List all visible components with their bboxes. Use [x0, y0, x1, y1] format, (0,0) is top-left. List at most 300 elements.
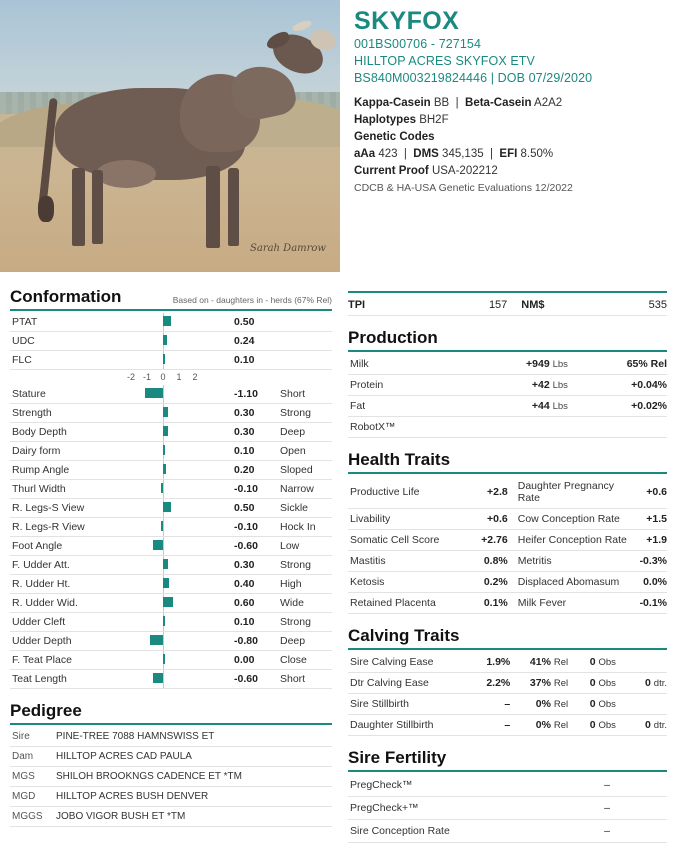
conformation-section-header [10, 287, 332, 307]
fertility-table [348, 774, 667, 843]
calving-observations: 0 Obs [568, 652, 616, 673]
zero-axis [163, 537, 164, 555]
calving-obs-unit: Obs [598, 699, 616, 710]
registration-number: 001BS00706 - 727154 [354, 37, 482, 52]
health-value-right: +1.9 [632, 530, 667, 551]
conformation-row [10, 423, 332, 442]
health-row [348, 593, 667, 614]
fertility-value: – [547, 774, 667, 797]
production-row [348, 354, 667, 375]
trait-descriptor: Strong [274, 404, 332, 423]
production-reliability [568, 417, 667, 438]
trait-bar [161, 521, 163, 531]
calving-row [348, 715, 667, 736]
trait-bar [163, 616, 165, 626]
conformation-row [10, 442, 332, 461]
scale-tick: 1 [176, 371, 182, 382]
production-unit: Lbs [552, 401, 568, 412]
fertility-trait: Sire Conception Rate [348, 820, 547, 843]
scale-spacer [10, 370, 98, 385]
trait-bar-cell [98, 556, 228, 575]
calving-rel-unit: Rel [553, 720, 569, 731]
health-row [348, 551, 667, 572]
health-trait-right: Daughter Pregnancy Rate [518, 476, 632, 509]
conformation-title: Conformation [10, 287, 122, 306]
conformation-row [10, 385, 332, 404]
conformation-row [10, 651, 332, 670]
tpi-label: TPI [348, 295, 408, 316]
production-trait: Milk [348, 354, 465, 375]
content-columns [0, 275, 677, 843]
trait-value: 0.30 [228, 423, 274, 442]
fertility-row [348, 820, 667, 843]
conformation-row [10, 670, 332, 689]
calving-rel-unit: Rel [553, 678, 569, 689]
trait-descriptor: Wide [274, 594, 332, 613]
calving-value: – [476, 694, 521, 715]
calving-dtr-unit: dtr. [653, 678, 667, 689]
zero-axis [163, 385, 164, 403]
health-row [348, 509, 667, 530]
bull-underline [96, 160, 156, 188]
trait-name: Udder Depth [10, 632, 98, 651]
trait-value: -0.10 [228, 480, 274, 499]
trait-descriptor: Close [274, 651, 332, 670]
health-trait-left: Productive Life [348, 476, 481, 509]
trait-bar [163, 502, 171, 512]
conformation-row [10, 613, 332, 632]
fertility-row [348, 774, 667, 797]
trait-name: FLC [10, 351, 98, 370]
pedigree-title: Pedigree [10, 701, 82, 720]
kappa-casein-value: BB [433, 97, 450, 110]
production-reliability: 65% Rel [568, 354, 667, 375]
bull-name: SKYFOX [354, 7, 460, 35]
trait-descriptor: Strong [274, 556, 332, 575]
trait-value: -0.60 [228, 537, 274, 556]
conformation-based-on: Based on - daughters in - herds (67% Rel) [172, 295, 332, 305]
production-unit: Lbs [552, 359, 568, 370]
trait-bar [163, 654, 165, 664]
indexes-rule-top [348, 291, 667, 293]
production-value: +949 Lbs [465, 354, 568, 375]
left-column [0, 275, 340, 843]
health-trait-left: Mastitis [348, 551, 481, 572]
calving-daughters [616, 694, 667, 715]
conformation-row [10, 351, 332, 370]
header-info [340, 0, 677, 275]
trait-descriptor: High [274, 575, 332, 594]
health-trait-right: Metritis [518, 551, 632, 572]
trait-descriptor: Short [274, 670, 332, 689]
aaa-value: 423 [378, 148, 398, 161]
trait-bar-cell [98, 423, 228, 442]
production-table [348, 354, 667, 438]
fertility-value: – [547, 797, 667, 820]
scale-marks [98, 372, 228, 384]
evaluation-note: CDCB & HA-USA Genetic Evaluations 12/2022 [354, 182, 573, 195]
trait-descriptor: Strong [274, 613, 332, 632]
haplotypes-label: Haplotypes [354, 114, 416, 127]
indexes-table [348, 295, 667, 316]
calving-reliability: 0% Rel [520, 694, 568, 715]
trait-value: 0.24 [228, 332, 274, 351]
trait-value: 0.60 [228, 594, 274, 613]
trait-bar [153, 673, 163, 683]
health-table [348, 476, 667, 614]
calving-reliability: 0% Rel [520, 715, 568, 736]
conformation-row [10, 594, 332, 613]
trait-value: 0.20 [228, 461, 274, 480]
production-row [348, 396, 667, 417]
current-proof-row [354, 165, 667, 177]
trait-bar-cell [98, 442, 228, 461]
pedigree-animal-name: JOBO VIGOR BUSH ET *TM [56, 807, 332, 827]
calving-daughters: 0 dtr. [616, 673, 667, 694]
fertility-row [348, 797, 667, 820]
trait-name: R. Udder Wid. [10, 594, 98, 613]
calving-observations: 0 Obs [568, 715, 616, 736]
calving-observations: 0 Obs [568, 694, 616, 715]
production-unit: Lbs [552, 380, 568, 391]
trait-value: 0.40 [228, 575, 274, 594]
trait-bar-cell [98, 332, 228, 351]
production-row [348, 417, 667, 438]
conformation-row [10, 537, 332, 556]
pedigree-table [10, 727, 332, 827]
trait-bar-cell [98, 461, 228, 480]
trait-bar [163, 426, 168, 436]
pedigree-relation: Dam [10, 747, 56, 767]
health-value-right: +1.5 [632, 509, 667, 530]
conformation-row [10, 556, 332, 575]
production-reliability: +0.02% [568, 396, 667, 417]
trait-value: 0.00 [228, 651, 274, 670]
health-trait-right: Milk Fever [518, 593, 632, 614]
health-value-left: +2.8 [481, 476, 518, 509]
calving-observations: 0 Obs [568, 673, 616, 694]
production-trait: RobotX™ [348, 417, 465, 438]
trait-descriptor [274, 351, 332, 370]
trait-bar [163, 464, 166, 474]
efi-label: EFI [499, 148, 518, 161]
trait-name: R. Legs-S View [10, 499, 98, 518]
trait-value: -0.60 [228, 670, 274, 689]
trait-value: 0.10 [228, 351, 274, 370]
genetic-codes-row [354, 131, 667, 143]
pedigree-animal-name: SHILOH BROOKNGS CADENCE ET *TM [56, 767, 332, 787]
beta-casein-label: Beta-Casein [465, 97, 532, 110]
pedigree-row [10, 767, 332, 787]
trait-bar [163, 578, 169, 588]
aaa-label: aAa [354, 148, 376, 161]
bull-leg-rear-right [92, 170, 103, 244]
photographer-signature: Sarah Damrow [250, 243, 326, 254]
trait-descriptor: Open [274, 442, 332, 461]
nm-value: 535 [603, 295, 667, 316]
scale-tick: -2 [126, 371, 136, 382]
calving-dtr-unit: dtr. [653, 720, 667, 731]
zero-axis [163, 632, 164, 650]
fertility-value: – [547, 820, 667, 843]
calving-reliability: 41% Rel [520, 652, 568, 673]
pedigree-relation: MGS [10, 767, 56, 787]
health-trait-left: Livability [348, 509, 481, 530]
conformation-row [10, 499, 332, 518]
trait-value: 0.30 [228, 404, 274, 423]
trait-descriptor: Short [274, 385, 332, 404]
pedigree-relation: MGGS [10, 807, 56, 827]
trait-descriptor: Sickle [274, 499, 332, 518]
trait-bar [150, 635, 163, 645]
calving-rel-unit: Rel [553, 699, 569, 710]
farm-name: HILLTOP ACRES SKYFOX ETV [354, 54, 535, 69]
dms-value: 345,135 [442, 148, 484, 161]
health-trait-left: Ketosis [348, 572, 481, 593]
conformation-row [10, 518, 332, 537]
trait-value: 0.10 [228, 613, 274, 632]
pedigree-row [10, 747, 332, 767]
conformation-composites-table [10, 313, 332, 370]
trait-name: Dairy form [10, 442, 98, 461]
calving-daughters: 0 dtr. [616, 715, 667, 736]
trait-name: Strength [10, 404, 98, 423]
calving-row [348, 652, 667, 673]
health-trait-right: Displaced Abomasum [518, 572, 632, 593]
trait-bar [153, 540, 163, 550]
health-row [348, 530, 667, 551]
pedigree-rule [10, 723, 332, 725]
production-value: +44 Lbs [465, 396, 568, 417]
calving-daughters [616, 652, 667, 673]
trait-value: 0.50 [228, 313, 274, 332]
trait-name: Rump Angle [10, 461, 98, 480]
attributes-block [354, 97, 667, 194]
trait-bar-cell [98, 351, 228, 370]
production-rule [348, 350, 667, 352]
trait-descriptor: Deep [274, 632, 332, 651]
trait-bar-cell [98, 594, 228, 613]
conformation-row [10, 332, 332, 351]
health-value-left: 0.1% [481, 593, 518, 614]
trait-name: UDC [10, 332, 98, 351]
trait-name: Body Depth [10, 423, 98, 442]
tpi-value: 157 [408, 295, 521, 316]
trait-bar [161, 483, 163, 493]
health-value-right: -0.1% [632, 593, 667, 614]
pedigree-animal-name: HILLTOP ACRES BUSH DENVER [56, 787, 332, 807]
pedigree-row [10, 807, 332, 827]
current-proof-value: USA-202212 [431, 165, 498, 178]
health-row [348, 572, 667, 593]
conformation-row [10, 461, 332, 480]
calving-obs-unit: Obs [598, 720, 616, 731]
trait-bar-cell [98, 537, 228, 556]
trait-bar [163, 335, 167, 345]
kappa-casein-label: Kappa-Casein [354, 97, 431, 110]
trait-name: Stature [10, 385, 98, 404]
trait-bar-cell [98, 313, 228, 332]
calving-trait: Sire Stillbirth [348, 694, 476, 715]
calving-value: 2.2% [476, 673, 521, 694]
current-proof-label: Current Proof [354, 165, 429, 178]
trait-descriptor [274, 332, 332, 351]
health-rule [348, 472, 667, 474]
trait-bar [163, 559, 168, 569]
trait-descriptor: Sloped [274, 461, 332, 480]
health-value-right: +0.6 [632, 476, 667, 509]
trait-bar-cell [98, 499, 228, 518]
trait-bar-cell [98, 613, 228, 632]
scale-row [10, 370, 332, 385]
bull-photo [0, 0, 340, 272]
production-reliability: +0.04% [568, 375, 667, 396]
header [0, 0, 677, 275]
calving-obs-unit: Obs [598, 657, 616, 668]
trait-bar-cell [98, 651, 228, 670]
conformation-row [10, 480, 332, 499]
scale-tick: 0 [160, 371, 166, 382]
trait-descriptor: Deep [274, 423, 332, 442]
trait-bar [163, 597, 173, 607]
trait-value: -0.80 [228, 632, 274, 651]
trait-name: PTAT [10, 313, 98, 332]
production-value [465, 417, 568, 438]
trait-descriptor: Narrow [274, 480, 332, 499]
scale-axis-cell [98, 370, 228, 385]
trait-descriptor [274, 313, 332, 332]
production-trait: Protein [348, 375, 465, 396]
trait-descriptor: Hock In [274, 518, 332, 537]
calving-trait: Sire Calving Ease [348, 652, 476, 673]
calving-value: – [476, 715, 521, 736]
production-trait: Fat [348, 396, 465, 417]
trait-bar-cell [98, 518, 228, 537]
health-trait-right: Heifer Conception Rate [518, 530, 632, 551]
trait-bar-cell [98, 404, 228, 423]
health-value-left: 0.2% [481, 572, 518, 593]
calving-reliability: 37% Rel [520, 673, 568, 694]
trait-bar-cell [98, 670, 228, 689]
scale-tick: -1 [142, 371, 152, 382]
zero-axis [163, 670, 164, 688]
bull-leg-front-left [206, 166, 220, 248]
trait-bar-cell [98, 385, 228, 404]
conformation-row [10, 313, 332, 332]
health-trait-left: Somatic Cell Score [348, 530, 481, 551]
conformation-rule [10, 309, 332, 311]
health-value-right: -0.3% [632, 551, 667, 572]
pedigree-relation: Sire [10, 727, 56, 747]
calving-obs-unit: Obs [598, 678, 616, 689]
calving-trait: Daughter Stillbirth [348, 715, 476, 736]
trait-name: R. Legs-R View [10, 518, 98, 537]
health-trait-left: Retained Placenta [348, 593, 481, 614]
production-row [348, 375, 667, 396]
nm-label: NM$ [521, 295, 602, 316]
conformation-row [10, 632, 332, 651]
dms-label: DMS [413, 148, 439, 161]
trait-bar [163, 354, 165, 364]
pedigree-row [10, 787, 332, 807]
casein-row: Kappa-Casein BB | Beta-Casein A2A2 [354, 97, 563, 110]
scale-spacer-2 [228, 370, 274, 385]
calving-title: Calving Traits [348, 626, 460, 645]
fertility-rule [348, 770, 667, 772]
trait-bar [145, 388, 163, 398]
efi-value: 8.50% [520, 148, 554, 161]
health-value-right: 0.0% [632, 572, 667, 593]
trait-bar-cell [98, 575, 228, 594]
fertility-trait: PregCheck+™ [348, 797, 547, 820]
trait-descriptor: Low [274, 537, 332, 556]
scale-spacer-3 [274, 370, 332, 385]
trait-name: Thurl Width [10, 480, 98, 499]
bull-tail-tip [38, 196, 54, 222]
trait-name: F. Udder Att. [10, 556, 98, 575]
conformation-traits-table [10, 385, 332, 689]
scale-tick: 2 [192, 371, 198, 382]
conformation-row [10, 575, 332, 594]
trait-value: -0.10 [228, 518, 274, 537]
trait-value: 0.30 [228, 556, 274, 575]
bull-leg-rear-left [72, 168, 85, 246]
health-value-left: 0.8% [481, 551, 518, 572]
fertility-trait: PregCheck™ [348, 774, 547, 797]
trait-value: 0.50 [228, 499, 274, 518]
trait-bar [163, 407, 168, 417]
animal-id-dob: BS840M003219824446 | DOB 07/29/2020 [354, 71, 593, 86]
aaa-dms-efi-row: aAa 423 | DMS 345,135 | EFI 8.50% [354, 148, 554, 161]
trait-name: Udder Cleft [10, 613, 98, 632]
health-trait-right: Cow Conception Rate [518, 509, 632, 530]
calving-rule [348, 648, 667, 650]
genetic-codes-label: Genetic Codes [354, 131, 435, 144]
tpi-nm-row [348, 295, 667, 316]
pedigree-row [10, 727, 332, 747]
health-title: Health Traits [348, 450, 451, 469]
right-column [340, 275, 677, 843]
calving-rel-unit: Rel [553, 657, 569, 668]
trait-name: R. Udder Ht. [10, 575, 98, 594]
beta-casein-value: A2A2 [534, 97, 563, 110]
conformation-row [10, 404, 332, 423]
health-row [348, 476, 667, 509]
pedigree-animal-name: PINE-TREE 7088 HAMNSWISS ET [56, 727, 332, 747]
health-value-left: +0.6 [481, 509, 518, 530]
trait-value: -1.10 [228, 385, 274, 404]
calving-table [348, 652, 667, 736]
trait-name: Teat Length [10, 670, 98, 689]
trait-bar [163, 316, 171, 326]
calving-row [348, 694, 667, 715]
fertility-title: Sire Fertility [348, 748, 447, 767]
trait-bar-cell [98, 632, 228, 651]
calving-trait: Dtr Calving Ease [348, 673, 476, 694]
trait-name: F. Teat Place [10, 651, 98, 670]
trait-name: Foot Angle [10, 537, 98, 556]
health-value-left: +2.76 [481, 530, 518, 551]
calving-value: 1.9% [476, 652, 521, 673]
production-title: Production [348, 328, 438, 347]
production-value: +42 Lbs [465, 375, 568, 396]
trait-value: 0.10 [228, 442, 274, 461]
haplotypes-row [354, 114, 667, 126]
pedigree-relation: MGD [10, 787, 56, 807]
trait-bar-cell [98, 480, 228, 499]
conformation-scale-table [10, 370, 332, 385]
bull-leg-front-right [228, 168, 239, 246]
